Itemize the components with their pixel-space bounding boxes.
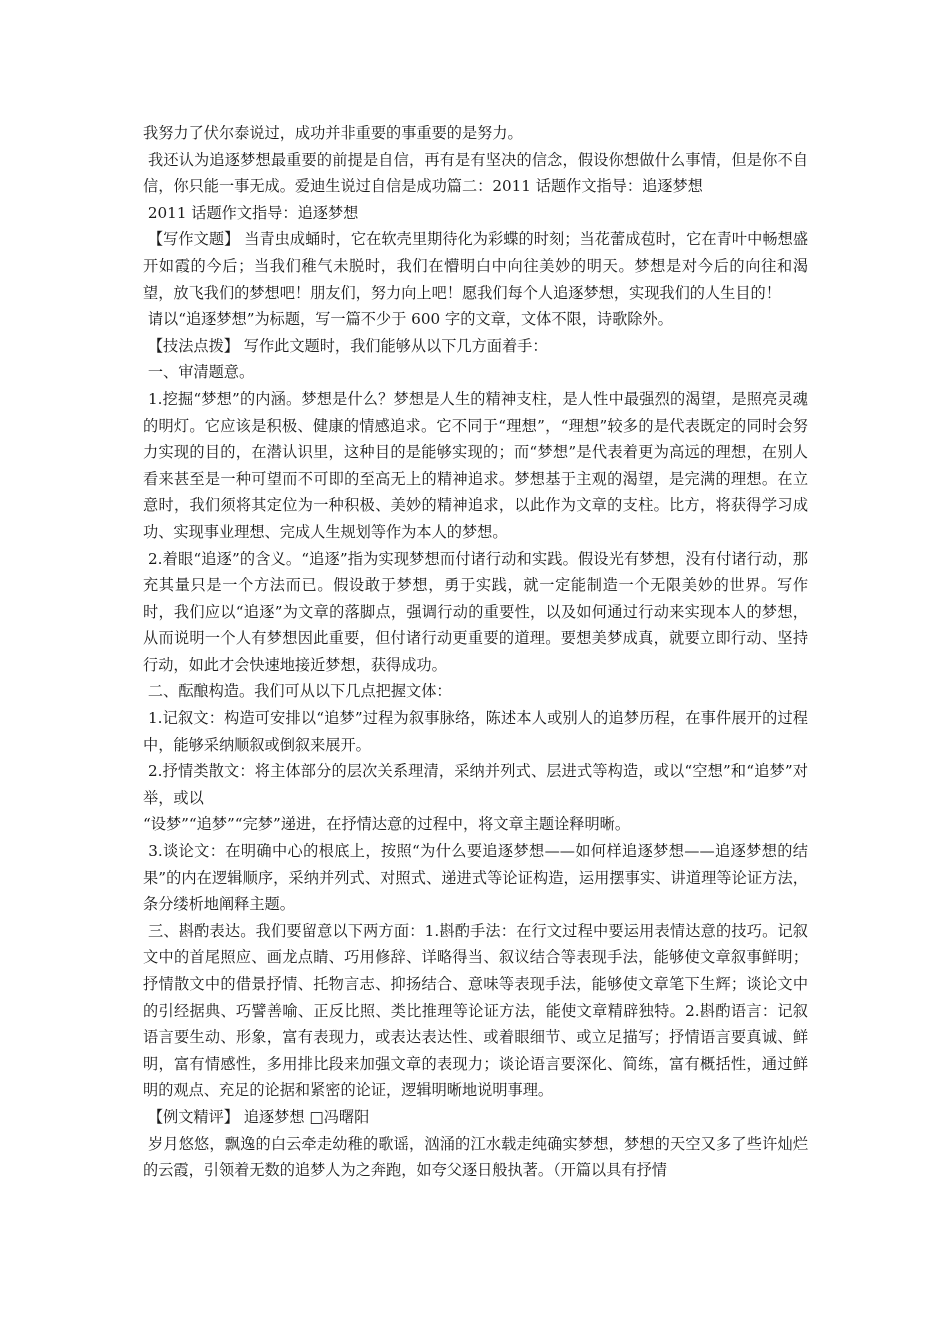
point-one-heading: 一、审清题意。 [143,363,255,382]
point-two-heading: 二、酝酿构造。我们可从以下几点把握文体： [143,682,452,701]
example-heading: 【例文精评】 追逐梦想 □冯曙阳 [143,1107,370,1126]
point-two-item-2-cont: “设梦”“追梦”“完梦”递进，在抒情达意的过程中，将文章主题诠释明晰。 [143,815,631,834]
point-two-item-1: 1.记叙文：构造可安排以“追梦”过程为叙事脉络，陈述本人或别人的追梦历程，在事件展开的过程中，能够采纳顺叙或倒叙来展开。 [143,709,808,754]
writing-prompt: 【写作文题】 当青虫成蛹时，它在软壳里期待化为彩蝶的时刻；当花蕾成苞时，它在青叶中畅想盛开如霞的今后；当我们稚气未脱时，我们在懵明白中向往美妙的明天。梦想是对今后的向往和渴望，放飞我们的梦想吧！朋友们，努力向上吧！愿我们每个人追逐梦想，实现我们的人生目的！ [143,230,809,302]
paragraph-1: 我努力了伏尔泰说过，成功并非重要的事重要的是努力。 [143,124,523,142]
document-body [143,120,808,1184]
example-paragraph: 岁月悠悠，飘逸的白云牵走幼稚的歌谣，汹涌的江水载走纯确实梦想，梦想的天空又多了些许灿烂的云霞，引领着无数的追梦人为之奔跑，如夸父逐日般执著。（开篇以具有抒情 [143,1134,809,1180]
point-one-item-1: 1.挖掘“梦想”的内涵。梦想是什么？梦想是人生的精神支柱，是人性中最强烈的渴望，是照亮灵魂的明灯。它应该是积极、健康的情感追求。它不同于“理想”，“理想”较多的是代表既定的同时会努力实现的目的，在潜认识里，这种目的是能够实现的；而“梦想”是代表着更为高远的理想，在别人看来甚至是一种可望而不可即的至高无上的精神追求。梦想基于主观的渴望，是完满的理想。在立意时，我们须将其定位为一种积极、美妙的精神追求，以此作为文章的支柱。比方，将获得学习成功、实现事业理想、完成人生规划等作为本人的梦想。 [143,389,808,541]
point-one-item-2: 2.着眼“追逐”的含义。“追逐”指为实现梦想而付诸行动和实践。假设光有梦想，没有付诸行动，那充其量只是一个方法而已。假设敢于梦想，勇于实践，就一定能制造一个无限美妙的世界。写作时，我们应以“追逐”为文章的落脚点，强调行动的重要性，以及如何通过行动来实现本人的梦想，从而说明一个人有梦想因此重要，但付诸行动更重要的道理。要想美梦成真，就要立即行动、坚持行动，如此才会快速地接近梦想，获得成功。 [143,549,808,674]
paragraph-2: 我还认为追逐梦想最重要的前提是自信，再有是有坚决的信念，假设你想做什么事情，但是你不自信，你只能一事无成。爱迪生说过自信是成功篇二：2011 话题作文指导：追逐梦想 [143,150,809,196]
section-heading: 2011 话题作文指导：追逐梦想 [143,203,359,222]
technique-heading: 【技法点拨】 写作此文题时，我们能够从以下几方面着手： [143,336,548,355]
point-two-item-3: 3.谈论文：在明确中心的根底上，按照“为什么要追逐梦想——如何样追逐梦想——追逐梦想的结果”的内在逻辑顺序，采纳并列式、对照式、递进式等论证构造，运用摆事实、讲道理等论证方法，条分缕析地阐释主题。 [143,842,808,914]
prompt-requirement: 请以“追逐梦想”为标题，写一篇不少于 600 字的文章，文体不限，诗歌除外。 [143,310,673,329]
point-two-item-2: 2.抒情类散文：将主体部分的层次关系理清，采纳并列式、层进式等构造，或以“空想”和“追梦”对举，或以 [143,762,808,807]
point-three: 三、斟酌表达。我们要留意以下两方面：1.斟酌手法：在行文过程中要运用表情达意的技巧。记叙文中的首尾照应、画龙点睛、巧用修辞、详略得当、叙议结合等表现手法，能够使文章叙事鲜明；抒情散文中的借景抒情、托物言志、抑扬结合、意味等表现手法，能够使文章笔下生辉；谈论文中的引经据典、巧譬善喻、正反比照、类比推理等论证方法，能使文章精辟独特。2.斟酌语言：记叙语言要生动、形象，富有表现力，或表达表达性、或着眼细节、或立足描写；抒情语言要真诚、鲜明，富有情感性，多用排比段来加强文章的表现力；谈论语言要深化、简练，富有概括性，通过鲜明的观点、充足的论据和紧密的论证，逻辑明晰地说明事理。 [143,921,808,1100]
